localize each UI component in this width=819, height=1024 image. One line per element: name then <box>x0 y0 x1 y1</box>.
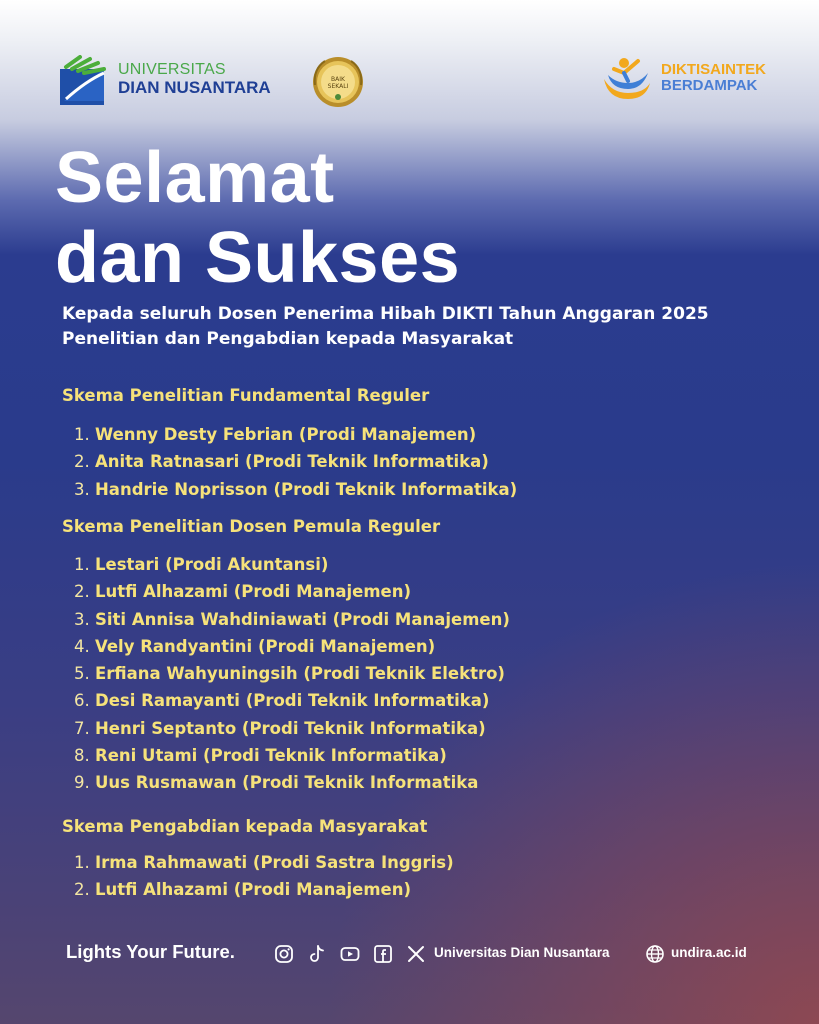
list-text: Henri Septanto (Prodi Teknik Informatika) <box>95 718 486 738</box>
list-item <box>74 660 510 687</box>
youtube-icon[interactable] <box>340 944 360 964</box>
instagram-icon[interactable] <box>274 944 294 964</box>
list-number: 1. <box>74 425 90 444</box>
subtitle <box>62 302 709 352</box>
list-text: Siti Annisa Wahdiniawati (Prodi Manajemen) <box>95 609 510 629</box>
university-name-line1: UNIVERSITAS <box>118 61 226 78</box>
list-item <box>74 742 510 769</box>
list-item <box>74 876 454 903</box>
list-text: Uus Rusmawan (Prodi Teknik Informatika <box>95 773 479 793</box>
page-title <box>55 138 460 298</box>
list-number: 8. <box>74 746 90 766</box>
brand-name: Universitas Dian Nusantara <box>434 945 610 960</box>
list-text: Reni Utami (Prodi Teknik Informatika) <box>95 746 447 766</box>
title-line2: dan Sukses <box>55 218 461 298</box>
list-item <box>74 606 510 633</box>
subtitle-line1: Kepada seluruh Dosen Penerima Hibah DIKTI Tahun Anggaran 2025 <box>62 304 709 324</box>
list-item <box>74 849 454 876</box>
diktisaintek-line2: BERDAMPAK <box>661 77 758 95</box>
university-name-line2: DIAN NUSANTARA <box>118 77 271 97</box>
list-text: Anita Ratnasari (Prodi Teknik Informatika) <box>95 452 489 472</box>
list-item <box>74 551 510 578</box>
list-number: 5. <box>74 664 90 684</box>
list-number: 9. <box>74 773 90 793</box>
diktisaintek-wordmark <box>661 62 766 94</box>
diktisaintek-line1: DIKTISAINTEK <box>661 61 766 78</box>
list-number: 1. <box>74 555 90 574</box>
globe-icon <box>645 944 665 964</box>
list-number: 7. <box>74 718 90 738</box>
list-number: 2. <box>74 452 90 472</box>
list-text: Vely Randyantini (Prodi Manajemen) <box>95 636 436 656</box>
accreditation-badge-icon <box>309 55 367 109</box>
list-number: 1. <box>74 853 90 872</box>
list-text: Wenny Desty Febrian (Prodi Manajemen) <box>95 425 477 444</box>
list-pengabdian <box>74 849 454 904</box>
list-text: Lutfi Alhazami (Prodi Manajemen) <box>95 582 412 602</box>
list-item <box>74 715 510 742</box>
list-item <box>74 769 510 796</box>
section-heading-fundamental: Skema Penelitian Fundamental Reguler <box>62 386 430 405</box>
list-number: 3. <box>74 609 90 629</box>
list-number: 2. <box>74 880 90 900</box>
section-heading-pengabdian: Skema Pengabdian kepada Masyarakat <box>62 817 428 836</box>
university-name <box>118 62 271 97</box>
tagline: Lights Your Future. <box>66 941 235 962</box>
x-icon[interactable] <box>406 944 426 964</box>
undira-logo-icon <box>60 55 110 105</box>
list-text: Lutfi Alhazami (Prodi Manajemen) <box>95 880 412 900</box>
subtitle-line2: Penelitian dan Pengabdian kepada Masyarakat <box>62 329 514 349</box>
badge-label-line2: SEKALI <box>327 83 349 90</box>
list-number: 4. <box>74 636 90 656</box>
list-number: 6. <box>74 691 90 711</box>
list-item <box>74 633 510 660</box>
list-item <box>74 448 517 475</box>
list-item <box>74 578 510 605</box>
list-item <box>74 476 517 503</box>
list-number: 3. <box>74 479 90 499</box>
list-item <box>74 421 517 448</box>
list-text: Handrie Noprisson (Prodi Teknik Informatika) <box>95 479 518 499</box>
tiktok-icon[interactable] <box>307 944 327 964</box>
list-pemula <box>74 551 510 797</box>
list-fundamental <box>74 421 517 503</box>
list-text: Irma Rahmawati (Prodi Sastra Inggris) <box>95 853 454 872</box>
website-link[interactable]: undira.ac.id <box>671 945 747 960</box>
facebook-icon[interactable] <box>373 944 393 964</box>
diktisaintek-logo-icon <box>598 53 654 105</box>
list-number: 2. <box>74 582 90 602</box>
badge-label-line1: BAIK <box>331 76 345 83</box>
list-text: Lestari (Prodi Akuntansi) <box>95 555 329 574</box>
list-text: Erfiana Wahyuningsih (Prodi Teknik Elektro) <box>95 664 505 684</box>
title-line1: Selamat <box>55 138 335 218</box>
list-item <box>74 687 510 714</box>
list-text: Desi Ramayanti (Prodi Teknik Informatika) <box>95 691 490 711</box>
section-heading-pemula: Skema Penelitian Dosen Pemula Reguler <box>62 517 441 536</box>
